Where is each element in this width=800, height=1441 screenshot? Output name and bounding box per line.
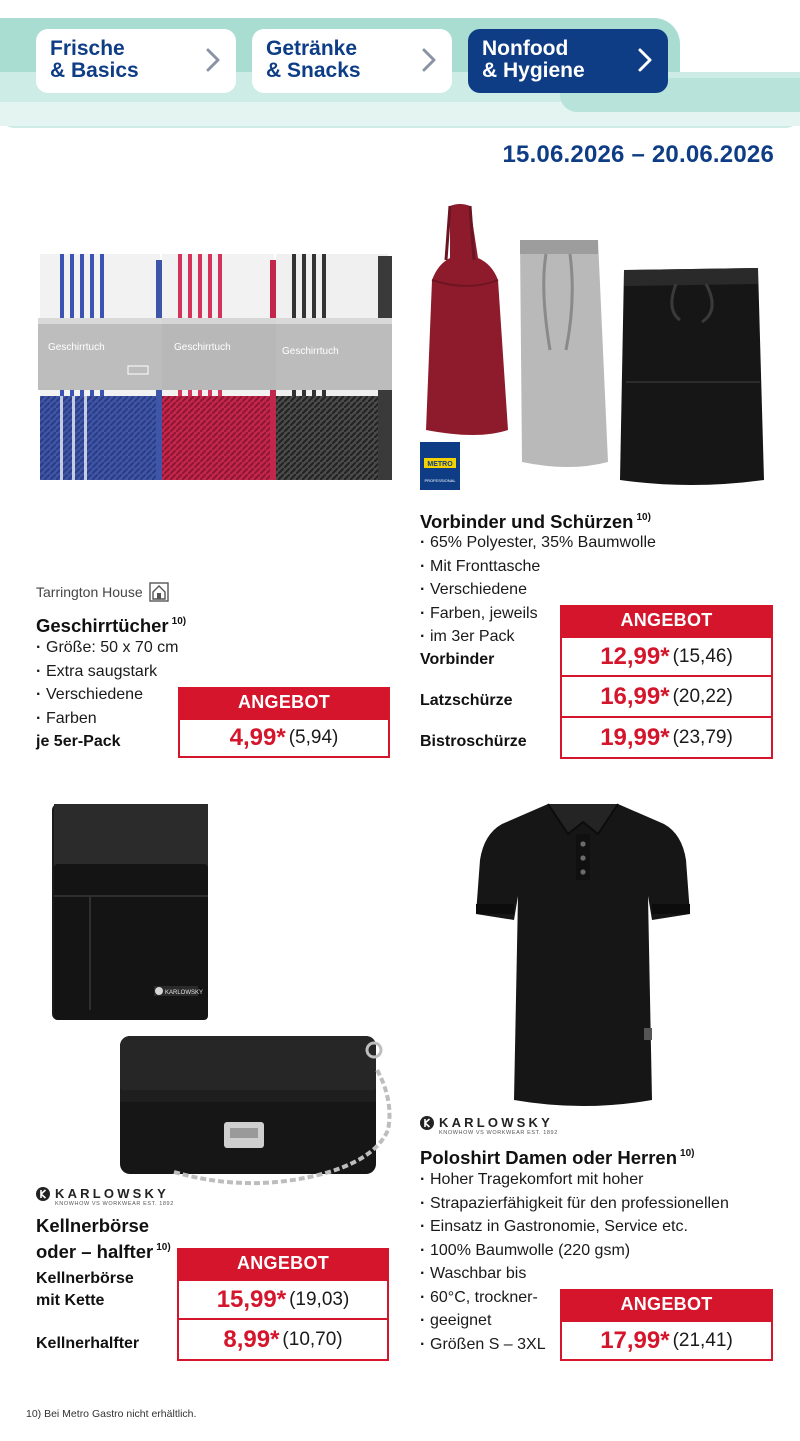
- product-title-wallet: [36, 1215, 171, 1263]
- price: 12,99*: [600, 642, 670, 670]
- list-item: · Hoher Tragekomfort mit hoher: [420, 1168, 729, 1192]
- price: 4,99*: [229, 724, 286, 751]
- footnote-ref: 10): [636, 512, 651, 523]
- title-text: Geschirrtücher: [36, 615, 169, 636]
- dish-towels-image: [38, 246, 393, 482]
- price-incl-vat: (15,46): [672, 645, 733, 667]
- list-item: · Größen S – 3XL: [420, 1333, 729, 1357]
- brand-tagline: KNOWHOW VS WORKWEAR EST. 1892: [55, 1201, 174, 1207]
- price: 8,99*: [223, 1325, 280, 1353]
- list-item-continuation: Einsatz in Gastronomie, Service etc.: [430, 1218, 688, 1235]
- nav-label-line2: & Basics: [50, 59, 139, 82]
- list-item: · Extra saugstark: [36, 660, 179, 684]
- nav-label-line1: Frische: [50, 37, 125, 60]
- price-incl-vat: (23,79): [672, 726, 733, 748]
- chevron-right-icon: [418, 45, 440, 75]
- price-box-bistroschuerze: [560, 718, 773, 759]
- price: 15,99*: [216, 1285, 287, 1313]
- price-incl-vat: (21,41): [672, 1329, 733, 1351]
- chevron-right-icon: [634, 45, 656, 75]
- price-incl-vat: (20,22): [672, 685, 733, 707]
- offer-badge: ANGEBOT: [560, 605, 773, 636]
- list-item-continuation: Strapazierfähigkeit für den professionellen: [430, 1194, 729, 1212]
- price-box-towels: [178, 718, 390, 758]
- nav-getraenke-snacks-button[interactable]: [252, 29, 452, 93]
- list-item: · Größe: 50 x 70 cm: [36, 636, 179, 660]
- polo-shirt-image: [476, 800, 690, 1110]
- karlowsky-k-icon: [420, 1116, 434, 1130]
- chevron-right-icon: [202, 45, 224, 75]
- list-item-continuation: im 3er Pack: [430, 628, 515, 645]
- brand-name: KARLOWSKY: [55, 1186, 170, 1201]
- price-incl-vat: (5,94): [288, 727, 339, 748]
- nav-label-line2: & Snacks: [266, 59, 361, 82]
- svg-text:KARLOWSKY: KARLOWSKY: [165, 990, 204, 996]
- karlowsky-logo: [36, 1186, 174, 1207]
- karlowsky-logo: [420, 1115, 558, 1136]
- product-title-aprons: [420, 507, 651, 533]
- package-label: Geschirrtuch: [282, 346, 339, 357]
- nav-label-line1: Nonfood: [482, 37, 569, 60]
- price-box-kellnerhalfter: [177, 1320, 389, 1361]
- package-label: Geschirrtuch: [174, 342, 231, 353]
- list-item: · Mit Fronttasche: [420, 555, 656, 579]
- price-row-label: Bistroschürze: [420, 733, 527, 750]
- offer-badge: ANGEBOT: [560, 1289, 773, 1320]
- list-item: · 100% Baumwolle (220 gsm): [420, 1239, 729, 1263]
- nav-nonfood-hygiene-button[interactable]: [468, 29, 668, 93]
- offer-badge: ANGEBOT: [177, 1248, 389, 1279]
- list-item: · Verschiedene: [420, 578, 656, 602]
- list-item: · 65% Polyester, 35% Baumwolle: [420, 531, 656, 555]
- list-item: [420, 1192, 729, 1216]
- price-row-label: [36, 1268, 134, 1312]
- house-logo-icon: [149, 582, 169, 602]
- footnote-ref: 10): [156, 1242, 171, 1253]
- product-title-towels: [36, 611, 186, 637]
- price-row-label: je 5er-Pack: [36, 733, 121, 750]
- title-line2: [36, 1237, 171, 1263]
- list-item-continuation: 60°C, trockner-: [430, 1288, 538, 1306]
- brand-tagline: KNOWHOW VS WORKWEAR EST. 1892: [439, 1130, 558, 1136]
- row-label-line2: mit Kette: [36, 1292, 105, 1309]
- metro-logo-text: METRO: [427, 461, 453, 468]
- product-title-polo: [420, 1143, 694, 1169]
- towels-features-list: [36, 636, 179, 730]
- list-item-continuation: Farben, jeweils: [430, 604, 538, 622]
- title-line1: Kellnerbörse: [36, 1215, 150, 1236]
- footnote-ref: 10): [680, 1148, 695, 1159]
- package-label: Geschirrtuch: [48, 342, 105, 353]
- price-box-polo: [560, 1320, 773, 1361]
- title-text: oder – halfter: [36, 1241, 154, 1262]
- price: 19,99*: [600, 723, 670, 751]
- price-box-kellnerboerse: [177, 1279, 389, 1320]
- nav-label-line2: & Hygiene: [482, 59, 585, 82]
- nav-frische-basics-button[interactable]: [36, 29, 236, 93]
- list-item: · Waschbar bis: [420, 1262, 729, 1286]
- date-range: 15.06.2026 – 20.06.2026: [502, 141, 774, 168]
- brand-name: KARLOWSKY: [439, 1115, 554, 1130]
- row-label-line1: Kellnerbörse: [36, 1270, 134, 1287]
- list-item: · Verschiedene: [36, 683, 179, 707]
- price-row-label: Vorbinder: [420, 651, 495, 668]
- price: 16,99*: [600, 682, 670, 710]
- karlowsky-k-icon: [36, 1187, 50, 1201]
- footnote: 10) Bei Metro Gastro nicht erhältlich.: [26, 1408, 197, 1420]
- list-item-continuation: Farben: [46, 709, 97, 727]
- offer-badge: ANGEBOT: [178, 687, 390, 718]
- list-item: [420, 1215, 729, 1239]
- waiter-wallet-image: [44, 800, 394, 1190]
- price-incl-vat: (19,03): [289, 1288, 350, 1310]
- list-item: [36, 707, 179, 731]
- price: 17,99*: [600, 1326, 670, 1354]
- price-incl-vat: (10,70): [282, 1328, 343, 1350]
- nav-label-line1: Getränke: [266, 37, 358, 60]
- list-item-continuation: geeignet: [430, 1312, 492, 1329]
- price-box-vorbinder: [560, 636, 773, 677]
- metro-logo-subtext: PROFESSIONAL: [424, 478, 456, 483]
- footnote-ref: 10): [171, 616, 187, 627]
- title-text: Poloshirt Damen oder Herren: [420, 1147, 678, 1168]
- price-row-label: Latzschürze: [420, 692, 513, 709]
- brand-name: Tarrington House: [36, 584, 143, 600]
- title-text: Vorbinder und Schürzen: [420, 511, 634, 532]
- price-box-latzschuerze: [560, 677, 773, 718]
- tarrington-house-brand: [36, 582, 169, 602]
- aprons-image: [420, 200, 772, 490]
- price-row-label: Kellnerhalfter: [36, 1335, 140, 1352]
